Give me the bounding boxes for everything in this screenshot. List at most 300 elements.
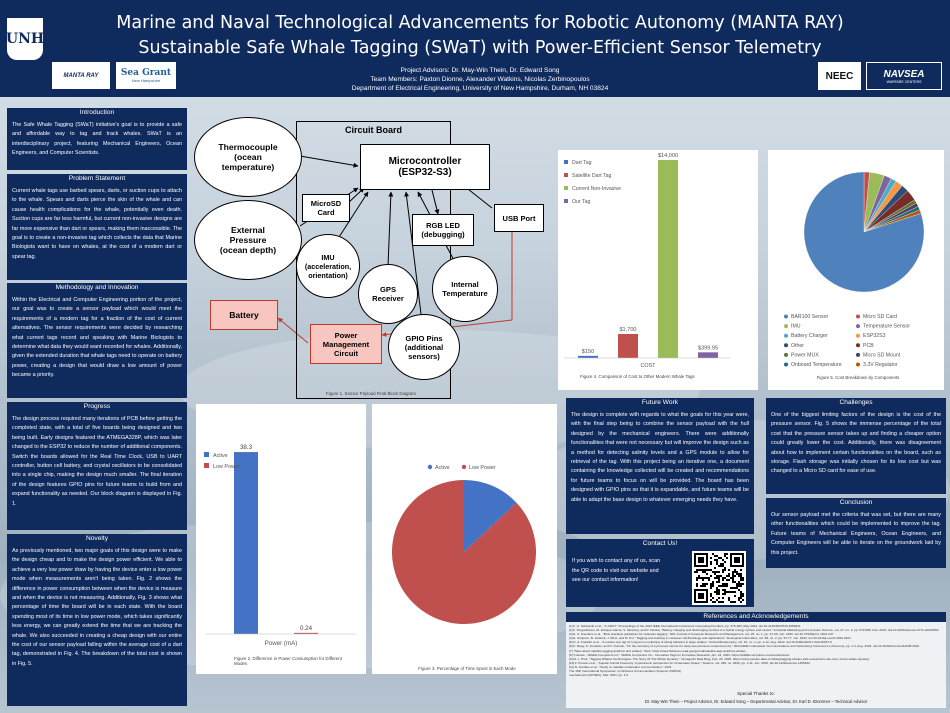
qr-module: [720, 601, 722, 603]
qr-module: [726, 579, 728, 581]
power-chart-panel: [196, 404, 366, 674]
qr-finder: [698, 557, 704, 563]
legend-label: Battery Charger: [791, 333, 828, 340]
block-diagram: [192, 108, 550, 398]
qr-module: [736, 573, 738, 575]
qr-finder: [698, 593, 704, 599]
qr-module: [722, 569, 724, 571]
advisors-line: Project Advisors: Dr. May-Win Thein, Dr. Edward Song: [400, 67, 560, 74]
cost-breakdown-panel: [768, 150, 944, 390]
qr-module: [708, 579, 710, 581]
qr-module: [714, 573, 716, 575]
qr-module: [720, 557, 722, 559]
x-axis-label: Power (mA): [264, 640, 298, 647]
qr-module: [720, 575, 722, 577]
qr-module: [734, 581, 736, 583]
qr-module: [722, 593, 724, 595]
qr-module: [716, 581, 718, 583]
qr-module: [722, 571, 724, 573]
qr-module: [700, 577, 702, 579]
qr-module: [732, 573, 734, 575]
bar: [234, 452, 258, 634]
qr-module: [730, 587, 732, 589]
qr-module: [700, 585, 702, 587]
future-work-text: The design is complete with regards to what the goals for this year were, with the final step being to combine the sensor payload with the hull designed by the mechanical engineers. There were additionally functionalities that were not necessary but will improve the design such as a method for detecting salinity levels and a GPS module to allow for retrieval of the tag. With this project being an iterative one, a document containing the knowledge collected will be created and recommendations for future teams to focus on will be provided. The board has been designed with GPIO pins so that it is expandable, and future teams will be able to adapt the base design to whatever emerging needs they have.: [566, 408, 754, 534]
x-axis-label: COST: [640, 363, 656, 369]
legend-swatch: [856, 334, 860, 338]
conclusion-text: Our sensor payload met the criteria that was set, but there are many other functionalities which could be implemented to improve the tag. Future teams of Mechanical Engineers, Ocean Engineers, and Computer Engineers will be able to iterate on the groundwork laid by this project.: [766, 508, 946, 568]
qr-module: [732, 581, 734, 583]
qr-module: [722, 563, 724, 565]
references-panel: [566, 622, 946, 708]
neec-logo: NEEC: [818, 62, 861, 90]
power-chart: [196, 404, 366, 674]
qr-module: [704, 585, 706, 587]
introduction-text: The Safe Whale Tagging (SWaT) initiative's goal is to provide a safe and affordable way to tag and track whales. SWaT is an interdisciplinary project, featuring Mechanical Engineers, Ocean Engineers, and Computer Scientists.: [7, 118, 187, 170]
legend-swatch: [856, 353, 860, 357]
qr-module: [742, 583, 744, 585]
unh-shield-logo: UNH: [7, 18, 43, 60]
references-list: [569, 624, 943, 677]
methodology-text: Within the Electrical and Computer Engineering portion of the project, our goal was to create a sensor payload which would meet the requirements of a modern tag for a fraction of the cost of current alternatives. The sensor requirements were decided by researching what current tags record and speaking with Marine Biologists to determine what data they would want recorded for whales. Additionally, given the extended duration that whale tags need to operate on battery power, creating a design that would draw a low amount of power became a priority.: [7, 293, 187, 398]
reference-item: The 16th International Symposium on Wireless Communication Systems (ISWCS): [569, 669, 682, 674]
bar: [658, 160, 678, 358]
poster-header: [0, 0, 950, 97]
qr-module: [738, 585, 740, 587]
reference-item: mechatronics (MTNEC), Mar. 2021, pp. 1-5: [569, 673, 629, 678]
legend-label: PCB: [863, 342, 874, 349]
qr-module: [722, 597, 724, 599]
reference-item: [9] M. L. Prior, "Tagging Whales Technologies: The Story Of The Whole Dynasty," Yamaguchi Data Blog, Feb. 25, 2025. https://www.yamato-data.com/blog/tagging-whales-tells-researchers-the-story-of-the-whale-dynasty/: [569, 656, 870, 661]
qr-module: [718, 601, 720, 603]
qr-module: [742, 593, 744, 595]
legend-label: IMU: [791, 323, 801, 330]
qr-module: [718, 565, 720, 567]
qr-module: [734, 587, 736, 589]
qr-module: [702, 579, 704, 581]
qr-module: [732, 579, 734, 581]
legend-swatch: [428, 465, 432, 469]
legend-label: Micro SD Card: [863, 314, 898, 320]
legend-label: Low Power: [213, 464, 240, 470]
qr-module: [714, 559, 716, 561]
qr-module: [696, 577, 698, 579]
legend-swatch: [564, 199, 568, 203]
figure-1-caption: Figure 1. Sensor Payload Final Block Diagram: [325, 391, 417, 396]
qr-module: [734, 591, 736, 593]
qr-module: [716, 599, 718, 601]
qr-module: [716, 593, 718, 595]
reference-item: [1] F. G. Schwamb et al., "C-VEST," Proceedings of the 2024 IEEE International Conference Computing Frontiers, pp. 376-383, May 2024, doi:10.1145/3637543.3654821: [569, 624, 801, 628]
qr-module: [706, 569, 708, 571]
qr-module: [716, 575, 718, 577]
legend-swatch: [856, 324, 860, 328]
qr-module: [732, 591, 734, 593]
qr-module: [732, 577, 734, 579]
data-label: $14,000: [657, 153, 679, 159]
qr-module: [702, 571, 704, 573]
qr-module: [742, 595, 744, 597]
qr-module: [724, 583, 726, 585]
qr-module: [728, 575, 730, 577]
qr-module: [712, 583, 714, 585]
qr-code[interactable]: [692, 551, 746, 605]
legend-label: ESP32S3: [863, 333, 886, 340]
qr-module: [712, 597, 714, 599]
reference-item: [8] "Literate - Wildlife Computers Inc," Wildlife Computers Inc - Innovative Tags for Innovative Research, Apr. 24, 2024. https://wildlifecomputers.com/us-literature/: [569, 652, 790, 657]
qr-module: [740, 583, 742, 585]
qr-module: [710, 583, 712, 585]
legend-label: Temperature Sensor: [863, 323, 910, 330]
qr-module: [738, 583, 740, 585]
qr-module: [696, 569, 698, 571]
qr-module: [716, 561, 718, 563]
qr-module: [732, 575, 734, 577]
internal-temperature-block: Internal Temperature: [432, 256, 498, 322]
bar: [618, 334, 638, 358]
manta-ray-logo: MANTA RAY: [52, 62, 110, 89]
legend-label: Dart Tag: [572, 160, 592, 166]
microcontroller-block: Microcontroller (ESP32-S3): [360, 144, 490, 190]
reference-item: [4] E. Simpson, B. Vedlock, J. Ricci, and M. Pol, "Tagging and tracking in cetacean: Methodology and applications," Ecological Informatics, vol. 89, no. 2, pp. 57-77, Jun. 2022. doi:10.1016/j.ecoinf.2022.0101: [569, 636, 851, 641]
methodology-heading: Methodology and Innovation: [7, 283, 187, 293]
qr-module: [718, 581, 720, 583]
qr-module: [722, 585, 724, 587]
qr-module: [718, 577, 720, 579]
qr-module: [728, 573, 730, 575]
legend-label: BAR100 Sensor: [791, 314, 829, 320]
reference-item: [5] G. A. Franklin et al., "A suction-cup tag for long-term monitoring of diving behavior in large whales," Animal Biotelemetry, vol. 10, no. 1, pp. 1-12, Aug. 2022. doi:10.1186/s40317-022-00297-9: [569, 640, 832, 645]
qr-module: [738, 597, 740, 599]
problem-text: Current whale tags use barbed spears, darts, or suction cups to attach to the whale. Spears and darts pierce the skin of the whale and can cause health complications for the whale, potentially even death. Suction cups are far less harmful, but current non-invasive designs are far more expensive than dart or spears, making them inaccessible. The goal is to create a non-invasive tag which collects the data that Marine Biologists want to have on whales, at the cost of a modern dart or spear tag.: [7, 184, 187, 280]
qr-module: [724, 553, 726, 555]
gps-receiver-block: GPS Receiver: [358, 264, 418, 324]
qr-module: [742, 579, 744, 581]
qr-module: [714, 577, 716, 579]
qr-module: [712, 571, 714, 573]
special-thanks-text: Dr. May-Win Thein – Project Advisor, Dr. Edward Song – Departmental Advisor, Dr. Karl D. Brommer – Technical Advisor: [644, 699, 868, 704]
data-label: $150: [581, 348, 595, 355]
qr-module: [722, 565, 724, 567]
qr-module: [722, 589, 724, 591]
figure-2-caption: Figure 2. Difference in Power Consumption for Different Modes: [234, 656, 342, 666]
qr-module: [702, 583, 704, 585]
figure-5-caption: Figure 5. Cost Breakdown by Components: [816, 375, 900, 380]
reference-item: [11] N. Fenlake et al., "Study on satellite underwater communication," 2024: [569, 664, 672, 669]
qr-module: [724, 591, 726, 593]
reference-item: [2] F. Pergantianos, M. Enrique Garcia, S. Murphey, and P. Velicka, "Battery charging and discharging method of a hybrid energy system and vessel," Industrial Marketing and Computer Science, vol. 27, no. 2, pp. 579-586, Feb. 2023, doi:10.1109/eSecure.0711.e0001560: [569, 628, 939, 633]
qr-module: [726, 591, 728, 593]
qr-module: [718, 575, 720, 577]
qr-module: [718, 591, 720, 593]
qr-module: [732, 601, 734, 603]
legend-label: Satellite Dart Tag: [572, 173, 612, 179]
legend-swatch: [784, 324, 788, 328]
conclusion-heading: Conclusion: [766, 498, 946, 508]
qr-module: [716, 577, 718, 579]
qr-module: [726, 585, 728, 587]
power-management-block: Power Management Circuit: [310, 324, 382, 364]
qr-module: [714, 567, 716, 569]
qr-module: [726, 553, 728, 555]
qr-module: [722, 579, 724, 581]
qr-module: [712, 585, 714, 587]
legend-label: Active: [435, 465, 450, 471]
cost-chart: [558, 150, 758, 390]
qr-module: [730, 577, 732, 579]
qr-module: [728, 599, 730, 601]
contact-heading: Contact Us!: [566, 539, 754, 549]
qr-module: [710, 599, 712, 601]
qr-module: [736, 587, 738, 589]
qr-module: [696, 583, 698, 585]
legend-swatch: [784, 334, 788, 338]
poster-title: Marine and Naval Technological Advancements for Robotic Autonomy (MANTA RAY): [116, 13, 844, 33]
qr-module: [740, 595, 742, 597]
qr-module: [722, 601, 724, 603]
qr-module: [728, 579, 730, 581]
qr-module: [718, 579, 720, 581]
qr-module: [706, 583, 708, 585]
qr-module: [738, 589, 740, 591]
qr-module: [738, 573, 740, 575]
legend-swatch: [784, 363, 788, 367]
qr-module: [738, 581, 740, 583]
qr-module: [716, 555, 718, 557]
navsea-logo: NAVSEA WARFARE CENTERS: [866, 62, 942, 90]
qr-module: [734, 569, 736, 571]
reference-item: [7] "Tales about satellite tagging dolphins and whales," Web: https://www.fisheries.noaa.gov/journal/satellite-tags-dolphins-whales: [569, 648, 746, 653]
department-line: Department of Electrical Engineering, University of New Hampshire, Durham, NH 03824: [351, 85, 609, 92]
qr-module: [724, 577, 726, 579]
qr-module: [712, 601, 714, 603]
qr-module: [724, 569, 726, 571]
qr-module: [742, 577, 744, 579]
qr-module: [716, 587, 718, 589]
qr-module: [722, 559, 724, 561]
sea-grant-logo: Sea Grant New Hampshire: [116, 62, 176, 89]
qr-module: [696, 579, 698, 581]
qr-module: [740, 569, 742, 571]
legend-label: Micro SD Mount: [863, 352, 901, 359]
data-label: $1,700: [619, 326, 637, 333]
introduction-heading: Introduction: [7, 108, 187, 118]
qr-module: [720, 585, 722, 587]
cost-breakdown-chart: [768, 150, 944, 390]
external-pressure-block: External Pressure (ocean depth): [194, 200, 302, 280]
qr-module: [724, 567, 726, 569]
qr-module: [718, 571, 720, 573]
qr-module: [722, 577, 724, 579]
qr-module: [740, 579, 742, 581]
qr-module: [710, 587, 712, 589]
qr-module: [698, 575, 700, 577]
qr-module: [728, 569, 730, 571]
legend-swatch: [856, 315, 860, 319]
contact-text: If you wish to contact any of us, scan the QR code to visit our website and see our contact information!: [572, 558, 661, 583]
qr-module: [740, 573, 742, 575]
qr-module: [706, 577, 708, 579]
legend-swatch: [564, 160, 568, 164]
qr-module: [738, 575, 740, 577]
challenges-text: One of the biggest limiting factors of the design is the cost of the pressure sensor. Fig. 5 shows the immense percentage of the total cost that the pressure sensor takes up and finding a cheaper option could greatly lower the cost. Additionally, there was disagreement about how to implement certain functionalities on the board, such as storage. Flash storage was initially chosen for its low cost but was changed to a Micro SD card for ease of use.: [766, 408, 946, 494]
legend-label: Our Tag: [572, 199, 591, 205]
qr-finder: [734, 557, 740, 563]
qr-module: [722, 583, 724, 585]
qr-module: [698, 577, 700, 579]
reference-item: [6] K. Reay, S. Goodwin, and D. Duncan, "On the accuracy of a pressure sensor for deep-sea pressure measurements," 2024 IEEE Underwater Communications and Networking Conference (UComms), pp. 1-4, Aug. 2024. doi:10.1109/UComms61938.2024: [569, 644, 920, 649]
qr-module: [732, 587, 734, 589]
qr-module: [708, 577, 710, 579]
qr-module: [724, 593, 726, 595]
qr-module: [740, 575, 742, 577]
legend-swatch: [204, 452, 209, 457]
qr-module: [718, 585, 720, 587]
qr-module: [710, 569, 712, 571]
qr-module: [702, 569, 704, 571]
qr-module: [734, 601, 736, 603]
future-work-heading: Future Work: [566, 398, 754, 408]
rgb-led-block: RGB LED (debugging): [412, 214, 474, 246]
qr-module: [710, 575, 712, 577]
legend-label: Low Power: [469, 465, 496, 471]
battery-block: Battery: [210, 300, 278, 330]
reference-item: [10] F. Proano et al., "Aquatic Animal Telemetry: A panoramic perspective for Underwater Space," Science, vol. 348, no. 6240, pp. 1-11, Jun. 2015, doi:10.1126/science.1255642: [569, 660, 810, 665]
data-label: 0.24: [299, 624, 313, 632]
qr-module: [710, 557, 712, 559]
qr-module: [740, 585, 742, 587]
qr-module: [728, 597, 730, 599]
qr-module: [736, 571, 738, 573]
qr-module: [734, 571, 736, 573]
qr-module: [736, 583, 738, 585]
legend-label: 3.3V Regulator: [863, 362, 898, 368]
qr-module: [736, 585, 738, 587]
qr-module: [700, 569, 702, 571]
qr-module: [714, 571, 716, 573]
qr-module: [740, 591, 742, 593]
qr-module: [718, 597, 720, 599]
references-heading: References and Acknowledgements: [566, 612, 946, 622]
qr-module: [726, 583, 728, 585]
qr-module: [718, 589, 720, 591]
qr-module: [740, 577, 742, 579]
qr-module: [704, 577, 706, 579]
qr-module: [732, 571, 734, 573]
qr-module: [742, 599, 744, 601]
qr-module: [702, 577, 704, 579]
progress-heading: Progress: [7, 402, 187, 412]
legend-swatch: [856, 343, 860, 347]
qr-module: [710, 585, 712, 587]
qr-module: [708, 569, 710, 571]
qr-module: [718, 557, 720, 559]
legend-label: Power MUX: [791, 352, 819, 359]
qr-module: [730, 601, 732, 603]
qr-module: [734, 575, 736, 577]
qr-module: [710, 563, 712, 565]
qr-code-pattern: [692, 551, 746, 605]
qr-module: [720, 563, 722, 565]
legend-label: Active: [213, 453, 228, 459]
qr-module: [726, 575, 728, 577]
qr-module: [724, 589, 726, 591]
qr-module: [696, 585, 698, 587]
qr-module: [714, 601, 716, 603]
qr-module: [716, 591, 718, 593]
microsd-block: MicroSD Card: [302, 194, 350, 222]
qr-module: [718, 593, 720, 595]
legend-label: Onboard Temperature: [791, 362, 842, 368]
qr-module: [724, 561, 726, 563]
qr-module: [726, 557, 728, 559]
qr-module: [704, 571, 706, 573]
thermocouple-block: Thermocouple (ocean temperature): [194, 117, 302, 197]
legend-swatch: [784, 315, 788, 319]
reference-item: [3] E. Z. Koenikov et al., "Best practices guidelines for cetacean tagging," IWC Journal of Cetacean Research and Management, vol. 25, no. 1, pp. 27-60, Jun. 2020. doi:10.47536/jcrm.v20i1.237: [569, 632, 834, 637]
legend-swatch: [204, 463, 209, 468]
qr-module: [724, 585, 726, 587]
qr-module: [694, 571, 696, 573]
figure-3-caption: Figure 3. Percentage of Time Spent in Each Mode: [418, 666, 516, 671]
bar: [578, 356, 598, 358]
qr-module: [704, 583, 706, 585]
qr-module: [716, 563, 718, 565]
legend-swatch: [462, 465, 466, 469]
novelty-text: As previously mentioned, two major goals of this design were to make the design cheap and to make the design power efficient. We able to achieve a very low power draw by having the device enter a low power mode when measurements aren't being taken. Fig. 2 shows the difference in power consumption between when the device is measure and when the device is not measuring. Additionally, Fig. 3 shows what percentage of time the board will be in each state. With the board spending most of its time in low power mode, which takes significantly less energy, we can greatly extend the time that we are tracking the whale. We also succeeded in creating a cheap design with our entire the cost of our sensor payload falling within the average cost of a dart tag, demonstrated in Fig. 4. The breakdown of the total cost is shown in Fig. 5.: [7, 544, 187, 706]
cost-chart-panel: [558, 150, 758, 390]
bar: [698, 352, 718, 358]
poster-subtitle: Sustainable Safe Whale Tagging (SWaT) with Power-Efficient Sensor Telemetry: [138, 38, 822, 58]
qr-module: [712, 553, 714, 555]
qr-module: [702, 585, 704, 587]
qr-module: [710, 595, 712, 597]
legend-label: Current Non-Invasive: [572, 186, 622, 192]
challenges-heading: Challenges: [766, 398, 946, 408]
figure-4-caption: Figure 4. Comparison of Cost to Other Modern Whale Tags: [580, 374, 695, 379]
special-thanks-heading: Special Thanks to:: [737, 691, 775, 696]
usb-port-block: USB Port: [494, 204, 544, 232]
qr-module: [740, 601, 742, 603]
qr-module: [706, 573, 708, 575]
qr-module: [734, 595, 736, 597]
data-label: $399.95: [697, 345, 719, 352]
legend-swatch: [784, 353, 788, 357]
qr-module: [740, 593, 742, 595]
legend-swatch: [784, 343, 788, 347]
contact-panel: [566, 549, 754, 607]
problem-heading: Problem Statement: [7, 174, 187, 184]
data-label: 38.3: [239, 444, 253, 452]
time-pie-chart: [372, 404, 557, 674]
gpio-pins-block: GPIO Pins (additional sensors): [388, 314, 460, 380]
legend-swatch: [856, 363, 860, 367]
qr-module: [704, 569, 706, 571]
qr-module: [710, 593, 712, 595]
qr-module: [720, 565, 722, 567]
qr-module: [716, 571, 718, 573]
qr-module: [724, 555, 726, 557]
qr-module: [716, 589, 718, 591]
time-pie-panel: [372, 404, 557, 674]
qr-module: [738, 599, 740, 601]
legend-swatch: [564, 173, 568, 177]
qr-module: [714, 591, 716, 593]
qr-module: [712, 581, 714, 583]
qr-module: [698, 569, 700, 571]
qr-module: [730, 591, 732, 593]
progress-text: The design process required many iterations of PCB before getting the completed state, with a total of five boards being designed and two being built. Early designs featured the ATMEGA328P, which was later changed to the ESP32 to reduce the number of additional components. Switch the boards allowed for the Real Time Clock, USB to UART controller, button cell battery, and crystal oscillators to be consolidated into a single chip, making the design much smaller. The final iteration of the design features GPIO pins for future teams to build from and expand functionality as needed. Our block diagram is displayed in Fig. 1.: [7, 412, 187, 530]
